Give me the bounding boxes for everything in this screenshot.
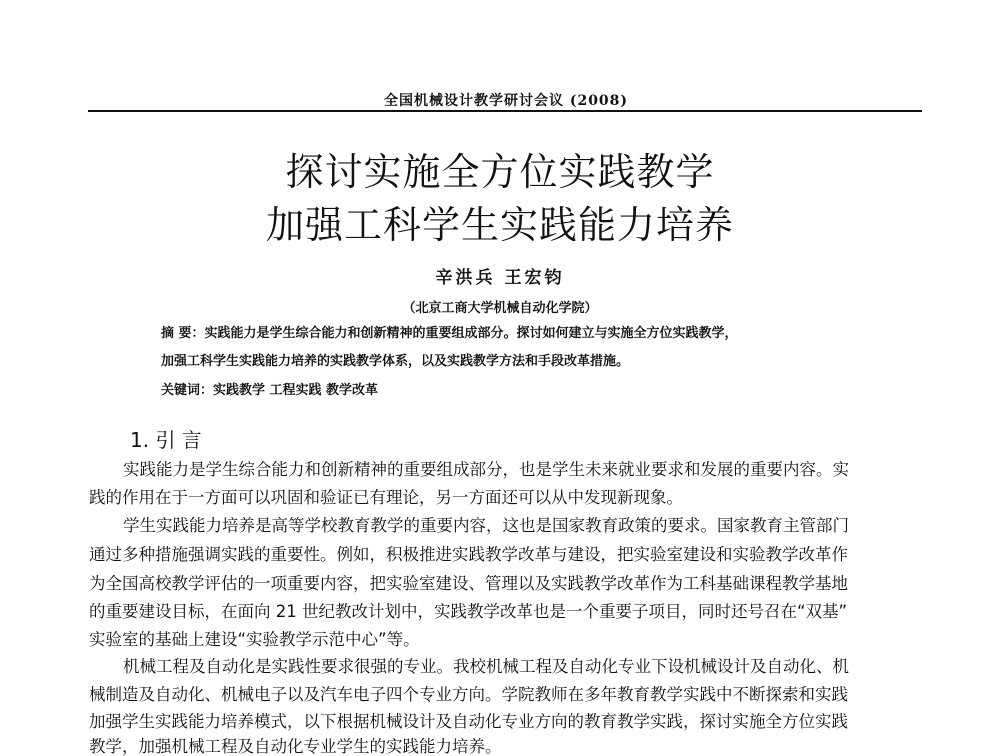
body-line: 践的作用在于一方面可以巩固和验证已有理论，另一方面还可以从中发现新现象。 (89, 488, 683, 507)
affiliation: （北京工商大学机械自动化学院） (402, 301, 598, 316)
body-line: 教学，加强机械工程及自动化专业学生的实践能力培养。 (89, 737, 502, 756)
body-line: 机械工程及自动化是实践性要求很强的专业。我校机械工程及自动化专业下设机械设计及自动化、机 (123, 657, 849, 676)
abstract-line-1: 摘 要：实践能力是学生综合能力和创新精神的重要组成部分。探讨如何建立与实施全方位实践教学， (161, 326, 738, 341)
body-line: 加强学生实践能力培养模式，以下根据机械设计及自动化专业方向的教育教学实践，探讨实施全方位实践 (89, 712, 848, 731)
body-line: 通过多种措施强调实践的重要性。例如，积极推进实践教学改革与建设，把实验室建设和实验教学改革作 (89, 545, 848, 564)
title-line-2: 加强工科学生实践能力培养 (265, 203, 734, 247)
running-head: 全国机械设计教学研讨会议 (2008) (383, 93, 629, 109)
authors: 辛洪兵 王宏钧 (435, 268, 565, 288)
header-rule (88, 110, 922, 112)
body-line: 实践能力是学生综合能力和创新精神的重要组成部分，也是学生未来就业要求和发展的重要内容。实 (123, 460, 849, 479)
section-heading: 1. 引 言 (130, 428, 202, 452)
body-line: 实验室的基础上建设“实验教学示范中心”等。 (89, 630, 420, 649)
body-line: 为全国高校教学评估的一项重要内容，把实验室建设、管理以及实践教学改革作为工科基础课程教学基地 (89, 574, 848, 593)
keywords: 关键词：实践教学 工程实践 教学改革 (161, 383, 379, 398)
body-line: 械制造及自动化、机械电子以及汽车电子四个专业方向。学院教师在多年教育教学实践中不断探索和实践 (89, 685, 848, 704)
abstract-line-2: 加强工科学生实践能力培养的实践教学体系，以及实践教学方法和手段改革措施。 (161, 354, 630, 369)
title-line-1: 探讨实施全方位实践教学 (285, 150, 715, 194)
body-line: 学生实践能力培养是高等学校教育教学的重要内容，这也是国家教育政策的要求。国家教育主管部门 (123, 516, 849, 535)
body-line: 的重要建设目标，在面向 21 世纪教改计划中，实践教学改革也是一个重要子项目，同时还号召在“双基” (89, 602, 848, 621)
